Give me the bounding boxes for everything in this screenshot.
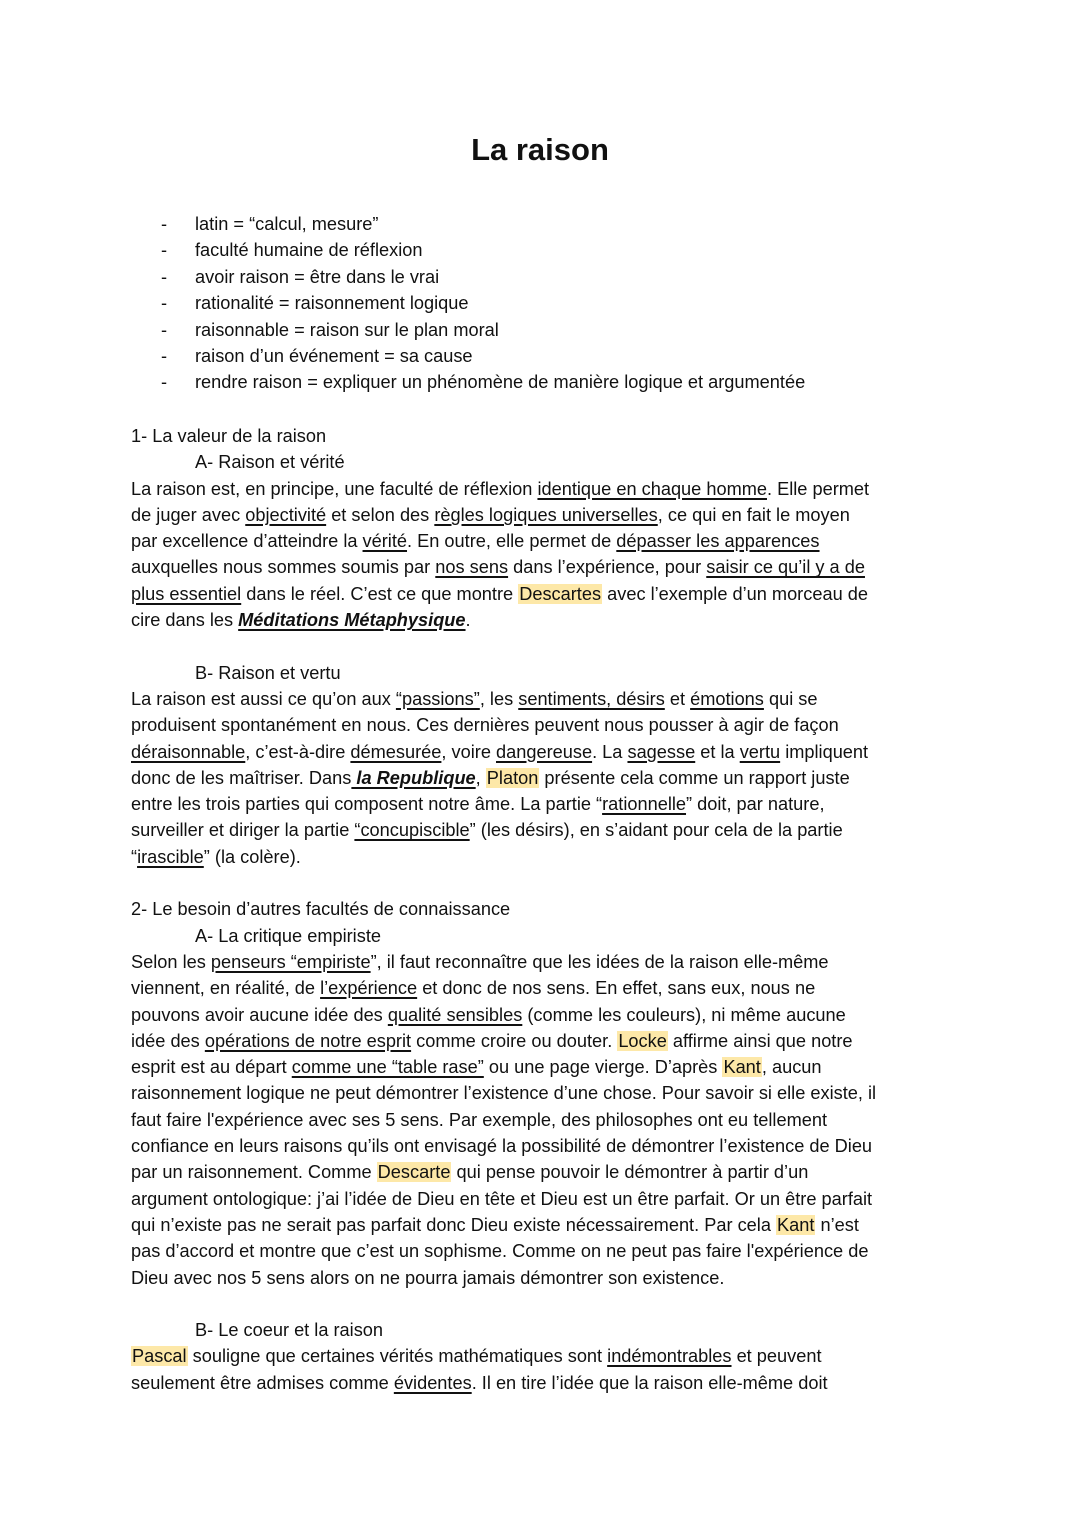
paragraph-line: Dieu avec nos 5 sens alors on ne pourra jamais démontrer son existence. [131,1267,725,1288]
author-highlight: Pascal [132,1346,187,1367]
key-term: émotions [690,688,764,709]
key-term: irascible [137,846,204,867]
list-item: - raisonnable = raison sur le plan moral [131,317,991,343]
key-term: vérité [362,531,408,552]
key-term: sentiments, désirs [518,688,665,709]
key-term: démesurée [350,741,442,762]
key-term: l’expérience [320,978,418,999]
blank-line [131,1291,961,1317]
key-term: rationnelle [602,794,687,815]
key-term: évidentes [393,1372,472,1393]
paragraph-line: par un raisonnement. Comme Descarte qui pense pouvoir le démontrer à partir d’un [131,1162,809,1183]
paragraph-line: cire dans les Méditations Métaphysique. [131,610,471,631]
paragraph-line: entre les trois parties qui composent notre âme. La partie “rationnelle” doit, par nature, [131,794,825,815]
paragraph-line: pas d’accord et montre que c’est un sophisme. Comme on ne peut pas faire l'expérience de [131,1241,869,1262]
key-term: indémontrables [607,1346,732,1367]
key-term: qualité sensibles [387,1004,523,1025]
author-highlight: Kant [723,1057,761,1078]
work-title: la Republique [351,767,476,788]
paragraph-line: esprit est au départ comme une “table rase” ou une page vierge. D’après Kant, aucun [131,1057,822,1078]
paragraph-line: par excellence d’atteindre la vérité. En outre, elle permet de dépasser les apparences [131,531,820,552]
paragraph-line: déraisonnable, c’est-à-dire démesurée, voire dangereuse. La sagesse et la vertu impliquent [131,741,869,762]
paragraph-line: confiance en leurs raisons qu’ils ont envisagé la possibilité de démontrer l’existence de Dieu [131,1136,873,1157]
paragraph-line: argument ontologique: j’ai l’idée de Dieu en tête et Dieu est un être parfait. Or un être parfait [131,1188,873,1209]
key-term: penseurs “empiriste [210,951,371,972]
author-highlight: Locke [618,1030,667,1051]
bullet-dash: - [161,372,168,393]
paragraph-line: pouvons avoir aucune idée des qualité sensibles (comme les couleurs), ni même aucune [131,1004,846,1025]
work-title: Méditations Métaphysique [238,610,466,631]
bullet-dash: - [161,345,168,366]
bullet-dash: - [161,293,168,314]
key-term: “passions” [395,688,480,709]
list-item: - rendre raison = expliquer un phénomène de manière logique et argumentée [131,369,991,395]
key-term: nos sens [435,557,509,578]
paragraph-line: qui n’existe pas ne serait pas parfait donc Dieu existe nécessairement. Par cela Kant n’est [131,1214,859,1235]
paragraph-line: Selon les penseurs “empiriste”, il faut reconnaître que les idées de la raison elle-même [131,951,829,972]
section-heading: 1- La valeur de la raison [131,426,327,446]
page-title: La raison [471,132,609,167]
key-term: dangereuse [496,741,593,762]
paragraph-line: “irascible” (la colère). [131,846,301,867]
key-term: vertu [739,741,781,762]
key-term: sagesse [627,741,696,762]
key-term: objectivité [245,504,327,525]
paragraph-line: raisonnement logique ne peut démontrer l’existence d’une chose. Pour savoir si elle existe, il [131,1083,877,1104]
key-term: “concupiscible [354,820,470,841]
subsection-heading: B- Le coeur et la raison [195,1320,384,1341]
blank-line [131,870,961,896]
key-term: comme une “table rase” [291,1057,484,1078]
paragraph-line: La raison est aussi ce qu’on aux “passions”, les sentiments, désirs et émotions qui se [131,688,818,709]
document-body [131,423,961,1396]
author-highlight: Descarte [377,1162,451,1183]
paragraph-line: plus essentiel dans le réel. C’est ce que montre Descartes avec l’exemple d’un morceau de [131,583,868,604]
paragraph-line: auxquelles nous sommes soumis par nos sens dans l’expérience, pour saisir ce qu’il y a de [131,557,865,578]
definition-list [131,211,991,396]
list-item: - latin = “calcul, mesure” [131,211,991,237]
list-item: - faculté humaine de réflexion [131,237,991,263]
key-term: saisir ce qu’il y a de [706,557,865,578]
bullet-dash: - [161,240,168,261]
paragraph-line: faut faire l'expérience avec ses 5 sens. Par exemple, des philosophes ont eu tellement [131,1109,828,1130]
key-term: règles logiques universelles [434,504,658,525]
paragraph-line: Pascal souligne que certaines vérités mathématiques sont indémontrables et peuvent [132,1346,822,1367]
section-heading: 2- Le besoin d’autres facultés de connaissance [131,899,511,920]
list-item: - raison d’un événement = sa cause [131,343,991,369]
bullet-dash: - [161,266,168,287]
paragraph-line: viennent, en réalité, de l’expérience et donc de nos sens. En effet, sans eux, nous ne [131,978,816,999]
paragraph-line: de juger avec objectivité et selon des règles logiques universelles, ce qui en fait le moyen [131,504,850,525]
list-item: - rationalité = raisonnement logique [131,290,991,316]
bullet-dash: - [161,214,168,234]
subsection-heading: A- La critique empiriste [195,925,381,946]
key-term: opérations de notre esprit [204,1030,412,1051]
key-term: identique en chaque homme [537,478,767,499]
subsection-heading: A- Raison et vérité [195,452,345,473]
bullet-dash: - [161,319,168,340]
key-term: plus essentiel [131,583,242,604]
author-highlight: Platon [486,767,539,788]
paragraph-line: La raison est, en principe, une faculté de réflexion identique en chaque homme. Elle permet [131,478,870,499]
blank-line [131,633,961,659]
paragraph-line: produisent spontanément en nous. Ces dernières peuvent nous pousser à agir de façon [131,715,839,736]
key-term: dépasser les apparences [616,531,820,552]
list-item: - avoir raison = être dans le vrai [131,264,991,290]
paragraph-line: donc de les maîtriser. Dans la Republique, Platon présente cela comme un rapport juste [131,767,850,788]
paragraph-line: seulement être admises comme évidentes. Il en tire l’idée que la raison elle-même doit [131,1372,828,1393]
paragraph-line: surveiller et diriger la partie “concupiscible” (les désirs), en s’aidant pour cela de la partie [131,820,843,841]
subsection-heading: B- Raison et vertu [195,662,341,683]
author-highlight: Descartes [519,583,602,604]
author-highlight: Kant [777,1214,815,1235]
paragraph-line: idée des opérations de notre esprit comme croire ou douter. Locke affirme ainsi que notre [131,1030,853,1051]
key-term: déraisonnable [131,741,246,762]
